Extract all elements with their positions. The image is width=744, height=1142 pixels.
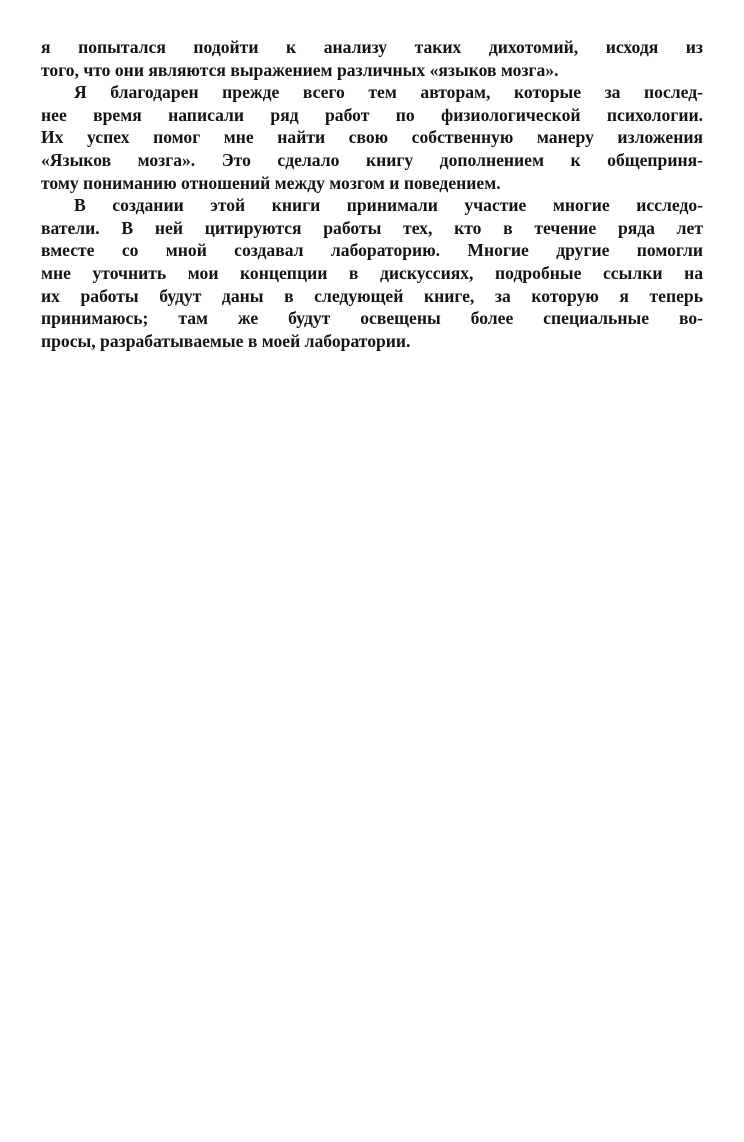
- text-line: того, что они являются выражением различных «языков мозга».: [41, 59, 559, 80]
- text-line: ватели. В ней цитируются работы тех, кто в течение ряда лет: [41, 217, 703, 238]
- text-line: их работы будут даны в следующей книге, за которую я теперь: [41, 285, 703, 306]
- text-line: В создании этой книги принимали участие многие исследо-: [74, 195, 703, 216]
- text-line: я попытался подойти к анализу таких дихотомий, исходя из: [41, 37, 703, 57]
- text-line: нее время написали ряд работ по физиологической психологии.: [41, 104, 703, 125]
- text-line: просы, разрабатываемые в моей лаборатории.: [41, 330, 411, 351]
- text-line: принимаюсь; там же будут освещены более специальные во-: [41, 308, 703, 329]
- text-line: мне уточнить мои концепции в дискуссиях, подробные ссылки на: [41, 262, 703, 283]
- text-line: вместе со мной создавал лабораторию. Многие другие помогли: [41, 240, 703, 261]
- text-line: тому пониманию отношений между мозгом и поведением.: [41, 172, 501, 193]
- text-line: «Языков мозга». Это сделало книгу дополнением к общеприня-: [41, 149, 703, 170]
- document-page: [41, 36, 703, 352]
- paragraph-1: [41, 36, 703, 81]
- paragraph-3: [41, 194, 703, 352]
- paragraph-2: [41, 81, 703, 194]
- text-line: Их успех помог мне найти свою собственную манеру изложения: [41, 127, 703, 148]
- text-line: Я благодарен прежде всего тем авторам, которые за послед-: [74, 82, 703, 103]
